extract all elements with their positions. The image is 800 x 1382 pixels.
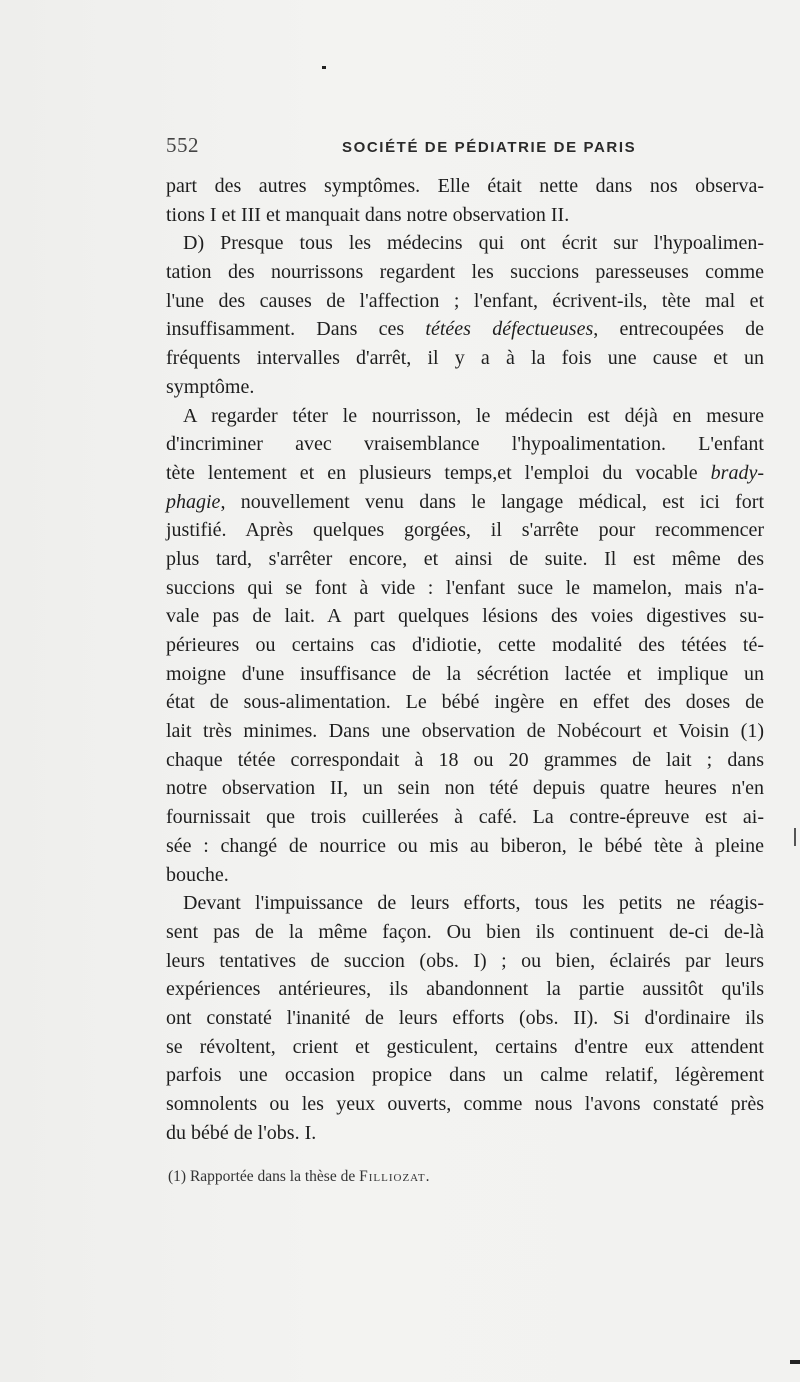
text-line: A regarder téter le nourrisson, le médecin est déjà en mesure bbox=[183, 404, 764, 427]
scan-speck bbox=[322, 66, 326, 69]
footnote-text: Rapportée dans la thèse de bbox=[189, 1168, 356, 1185]
text-line: D) Presque tous les médecins qui ont écrit sur l'hypoalimen- bbox=[183, 232, 764, 255]
text-line: tions I et III et manquait dans notre observation II. bbox=[166, 203, 570, 226]
text-line: justifié. Après quelques gorgées, il s'arrête pour recommencer bbox=[166, 519, 764, 542]
body-text bbox=[166, 172, 764, 1147]
text-line: bouche. bbox=[166, 863, 229, 886]
text-line: leurs tentatives de succion (obs. I) ; ou bien, éclairés par leurs bbox=[166, 949, 764, 972]
text-line: du bébé de l'obs. I. bbox=[166, 1121, 317, 1144]
text-line: plus tard, s'arrêter encore, et ainsi de suite. Il est même des bbox=[166, 547, 764, 570]
text-line: tète lentement et en plusieurs temps,et l'emploi du vocable brady- bbox=[166, 461, 764, 484]
text-line: d'incriminer avec vraisemblance l'hypoalimentation. L'enfant bbox=[166, 433, 764, 456]
text-line: tation des nourrissons regardent les succions paresseuses comme bbox=[166, 261, 764, 284]
text-line: sent pas de la même façon. Ou bien ils continuent de-ci de-là bbox=[166, 920, 764, 943]
text-line: expériences antérieures, ils abandonnent la partie aussitôt qu'ils bbox=[166, 978, 764, 1001]
footnote-author: Filliozat. bbox=[359, 1168, 431, 1185]
text-line: ont constaté l'inanité de leurs efforts (obs. II). Si d'ordinaire ils bbox=[166, 1006, 764, 1029]
text-line: vale pas de lait. A part quelques lésions des voies digestives su- bbox=[166, 605, 764, 628]
text-line: se révoltent, crient et gesticulent, certains d'entre eux attendent bbox=[166, 1035, 764, 1058]
text-line: état de sous-alimentation. Le bébé ingère en effet des doses de bbox=[166, 691, 764, 714]
text-line: parfois une occasion propice dans un calme relatif, légèrement bbox=[166, 1064, 764, 1087]
text-line: lait très minimes. Dans une observation de Nobécourt et Voisin (1) bbox=[166, 720, 764, 743]
page-header bbox=[166, 133, 646, 165]
text-line: somnolents ou les yeux ouverts, comme nous l'avons constaté près bbox=[166, 1093, 764, 1115]
text-line: fournissait que trois cuillerées à café. La contre-épreuve est ai- bbox=[166, 806, 764, 829]
scan-speck bbox=[794, 828, 796, 846]
footnote bbox=[168, 1168, 430, 1186]
text-line: moigne d'une insuffisance de la sécrétion lactée et implique un bbox=[166, 662, 764, 685]
text-line: sée : changé de nourrice ou mis au biberon, le bébé tète à pleine bbox=[166, 834, 764, 857]
text-line: insuffisamment. Dans ces tétées défectueuses, entrecoupées de bbox=[166, 318, 765, 341]
text-line: l'une des causes de l'affection ; l'enfant, écrivent-ils, tète mal et bbox=[166, 289, 764, 312]
text-line: part des autres symptômes. Elle était nette dans nos observa- bbox=[166, 175, 764, 197]
text-line: notre observation II, un sein non tété depuis quatre heures n'en bbox=[166, 777, 764, 800]
text-line: fréquents intervalles d'arrêt, il y a à la fois une cause et un bbox=[166, 347, 764, 370]
text-line: périeures ou certains cas d'idiotie, cette modalité des tétées té- bbox=[166, 634, 764, 656]
text-line: symptôme. bbox=[166, 375, 255, 398]
running-title: SOCIÉTÉ DE PÉDIATRIE DE PARIS bbox=[342, 139, 637, 156]
scan-speck bbox=[790, 1360, 800, 1364]
text-line: succions qui se font à vide : l'enfant suce le mamelon, mais n'a- bbox=[166, 576, 764, 599]
text-line: chaque tétée correspondait à 18 ou 20 grammes de lait ; dans bbox=[166, 748, 764, 771]
text-line: phagie, nouvellement venu dans le langage médical, est ici fort bbox=[166, 490, 764, 513]
footnote-marker: (1) bbox=[168, 1168, 187, 1185]
text-line: Devant l'impuissance de leurs efforts, tous les petits ne réagis- bbox=[183, 892, 764, 915]
page-number: 552 bbox=[166, 133, 199, 157]
